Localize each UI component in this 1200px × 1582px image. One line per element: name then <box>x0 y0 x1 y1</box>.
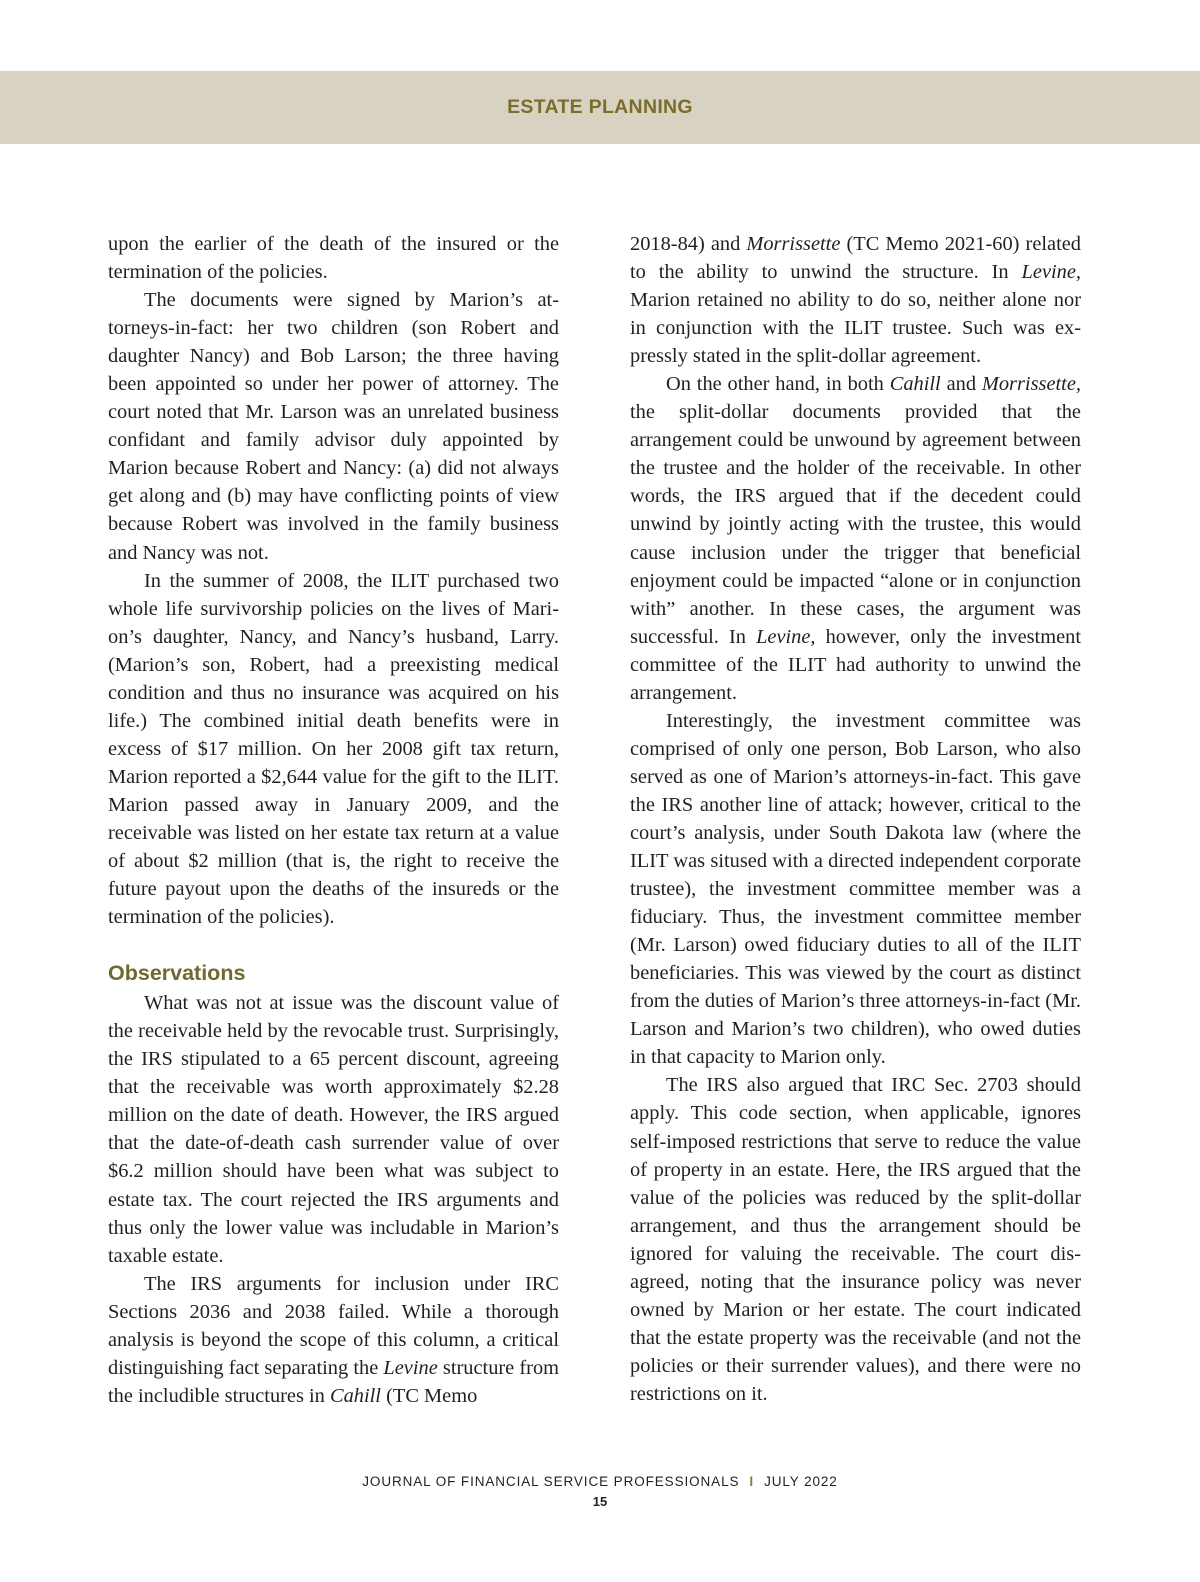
case-name: Levine, <box>1021 261 1081 284</box>
text-run: (TC Memo <box>380 1384 478 1407</box>
case-name: Morrissette, <box>981 373 1081 396</box>
text-run: Marion retained no ability to do so, neither alone nor in conjunction with the ILIT trustee. Such was expressly stated in the split-dollar agreement. <box>630 289 1081 368</box>
case-name: Morrissette <box>746 233 841 255</box>
text-run: structure from the includible structures in <box>108 1356 560 1407</box>
text-run: The IRS arguments for inclusion under IRC Sections 2036 and 2038 failed. While a thorough analysis is beyond the scope of this column, a critical distinguishing fact separating the <box>108 1272 559 1379</box>
section-header-band <box>0 71 1200 144</box>
paragraph: What was not at issue was the discount value of the receivable held by the revocable trust. Surprisingly, the IRS stipulated to a 65 percent discount, agreeing that the receivable was worth approximately $2.28 million on the date of death. However, the IRS argued that the date-of-death cash surrender value of over $6.2 million should have been what was subject to estate tax. The court rejected the IRS arguments and thus only the lower value was includable in Marion’s taxable estate. <box>108 992 559 1267</box>
paragraph: In the summer of 2008, the ILIT purchased two whole life survivorship policies on the lives of Marion’s daughter, Nancy, and Nancy’s husband, Larry. (Marion’s son, Robert, had a preexisting medical condition and thus no insurance was acquired on his life.) The combined initial death benefits were in excess of $17 million. On her 2008 gift tax return, Marion reported a $2,644 value for the gift to the ILIT. Marion passed away in January 2009, and the receivable was listed on her estate tax return at a value of about $2 million (that is, the right to receive the future payout upon the deaths of the insureds or the termination of the policies). <box>108 569 559 929</box>
paragraph: The IRS also argued that IRC Sec. 2703 should apply. This code section, when applicable, ignores self-imposed restrictions that serve to reduce the value of property in an estate. Here, the IRS argued that the value of the policies was reduced by the split-dollar arrangement, and thus the arrangement should be ignored for valuing the receivable. The court disagreed, noting that the insurance policy was never owned by Marion or her estate. The court indicated that the estate property was the receivable (and not the policies or their surrender values), and there were no restrictions on it. <box>630 1074 1081 1405</box>
journal-name: JOURNAL OF FINANCIAL SERVICE PROFESSIONALS <box>362 1474 740 1489</box>
footer-line <box>0 1474 1200 1489</box>
case-name: Cahill <box>889 373 941 396</box>
text-run: On the other hand, in both <box>666 373 890 396</box>
section-heading-observations: Observations <box>108 961 246 986</box>
text-run: 2018-84) and <box>630 233 747 255</box>
text-run: and <box>940 373 982 396</box>
right-column <box>630 230 1081 1408</box>
text-run: the split-dollar documents provided that the arrangement could be unwound by agreement between the trustee and the holder of the receivable. In other words, the IRS argued that if the decedent could unwind by jointly acting with the trustee, this would cause inclusion under the trigger that beneficial enjoyment could be impacted “alone or in conjunction with” another. In these cases, the argument was successful. In <box>630 401 1081 648</box>
paragraph <box>630 370 1081 707</box>
paragraph <box>108 1270 559 1410</box>
text-run: (TC Memo 2021-60) related to the ability to unwind the structure. In <box>630 233 1081 284</box>
footer-separator: I <box>749 1474 755 1489</box>
paragraph <box>630 230 1081 370</box>
section-title: ESTATE PLANNING <box>507 96 693 118</box>
text-run: however, only the investment committee of the ILIT had authority to unwind the arrangement. <box>630 625 1081 704</box>
paragraph: The documents were signed by Marion’s attorneys-in-fact: her two children (son Robert and daughter Nancy) and Bob Larson; the three having been appointed so under her power of attorney. The court noted that Mr. Larson was an unrelated business confidant and family advisor duly appointed by Marion because Robert and Nancy: (a) did not always get along and (b) may have conflicting points of view because Robert was involved in the family business and Nancy was not. <box>108 289 559 564</box>
left-column <box>108 230 559 1410</box>
paragraph: Interestingly, the investment committee was comprised of only one person, Bob Larson, who also served as one of Marion’s attorneys-in-fact. This gave the IRS another line of attack; however, critical to the court’s analysis, under South Dakota law (where the ILIT was sitused with a directed independent corporate trustee), the investment committee member was a fiduciary. Thus, the investment committee member (Mr. Larson) owed fiduciary duties to all of the ILIT beneficiaries. This was viewed by the court as distinct from the duties of Marion’s three attorneys-in-fact (Mr. Larson and Marion’s two children), who owed duties in that capacity to Marion only. <box>630 709 1081 1069</box>
issue-date: JULY 2022 <box>764 1474 838 1489</box>
page-footer <box>0 1474 1200 1509</box>
case-name: Levine, <box>756 625 816 648</box>
case-name: Cahill <box>329 1384 381 1407</box>
paragraph: upon the earlier of the death of the insured or the termination of the policies. <box>108 233 559 284</box>
case-name: Levine <box>383 1356 438 1379</box>
page-number: 15 <box>592 1494 608 1509</box>
